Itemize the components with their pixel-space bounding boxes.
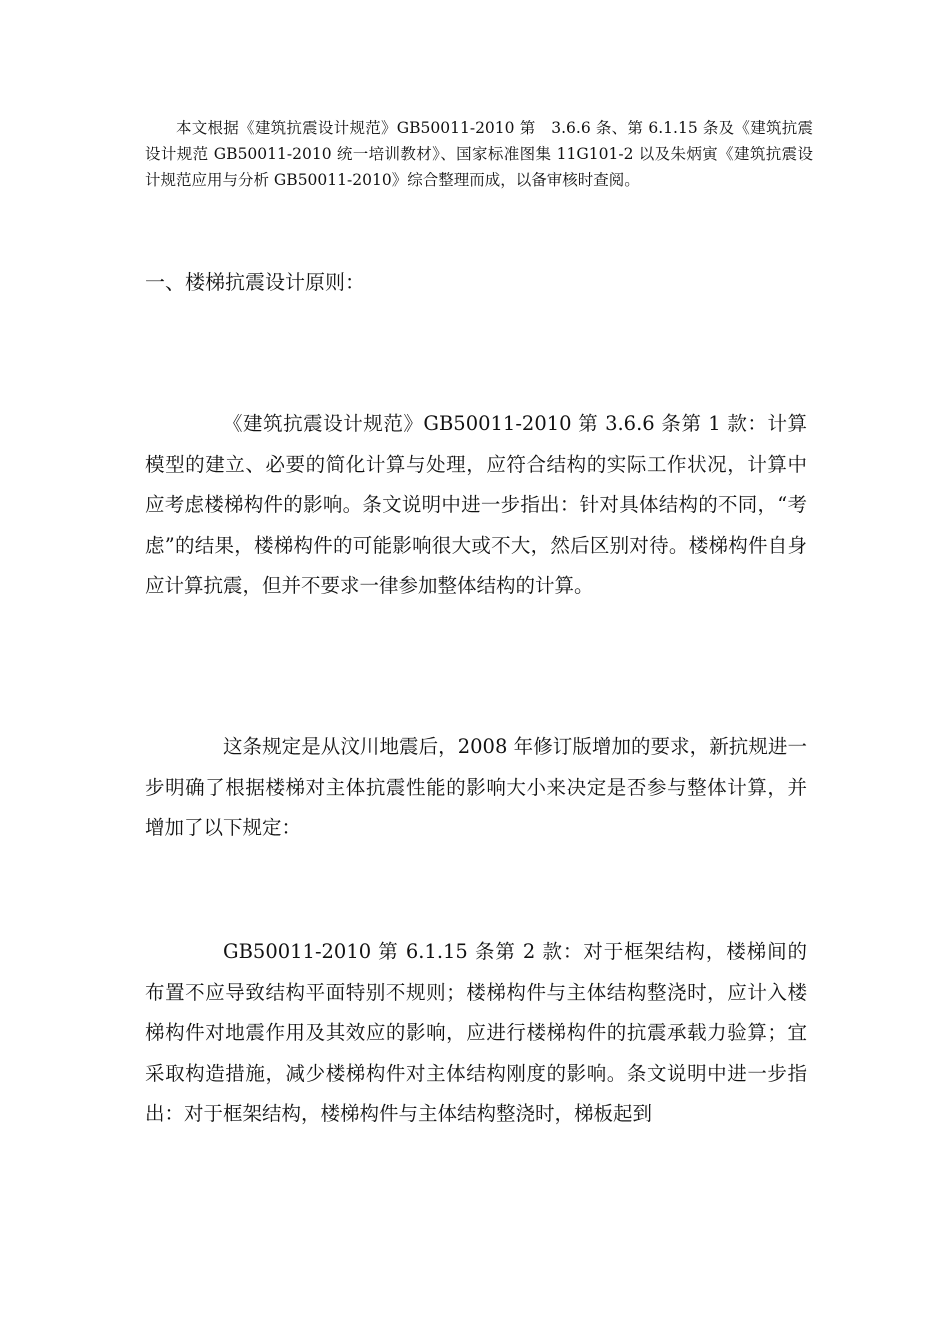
- body-paragraph-1: 《建筑抗震设计规范》GB50011-2010 第 3.6.6 条第 1 款：计算模型的建立、必要的简化计算与处理，应符合结构的实际工作状况，计算中应考虑楼梯构件的影响。条文说明中进一步指出：针对具体结构的不同，“考虑”的结果，楼梯构件的可能影响很大或不大，然后区别对待。楼梯构件自身应计算抗震，但并不要求一律参加整体结构的计算。: [145, 412, 807, 597]
- intro-paragraph: 本文根据《建筑抗震设计规范》GB50011-2010 第 3.6.6 条、第 6.1.15 条及《建筑抗震设计规范 GB50011-2010 统一培训教材》、国家标准图集 11G101-2 以及朱炳寅《建筑抗震设计规范应用与分析 GB50011-2010》综合整理而成，以备审核时查阅。: [145, 119, 813, 189]
- section-heading: 一、楼梯抗震设计原则：: [145, 270, 365, 294]
- body-paragraph-3: GB50011-2010 第 6.1.15 条第 2 款：对于框架结构，楼梯间的布置不应导致结构平面特别不规则；楼梯构件与主体结构整浇时，应计入楼梯构件对地震作用及其效应的影响，应进行楼梯构件的抗震承载力验算；宜采取构造措施，减少楼梯构件对主体结构刚度的影响。条文说明中进一步指出：对于框架结构，楼梯构件与主体结构整浇时，梯板起到: [145, 940, 807, 1125]
- body-paragraph-2: 这条规定是从汶川地震后，2008 年修订版增加的要求，新抗规进一步明确了根据楼梯对主体抗震性能的影响大小来决定是否参与整体计算，并增加了以下规定：: [145, 735, 807, 839]
